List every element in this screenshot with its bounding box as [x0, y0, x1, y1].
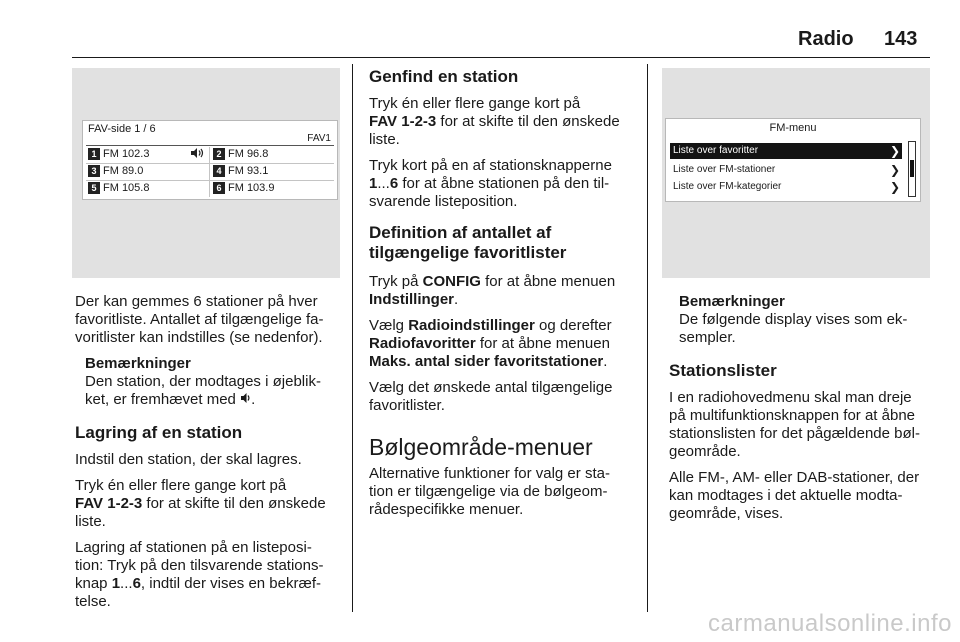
- body-text: for at åbne menuen: [480, 273, 616, 290]
- note-line: De følgende display vises som ek-: [679, 311, 908, 328]
- fav-header-rule: [86, 145, 334, 146]
- column-2-text: [369, 67, 635, 519]
- note-block: [669, 293, 935, 347]
- body-text: .: [454, 291, 459, 308]
- body-line: telse.: [75, 593, 111, 610]
- key-label: 6: [389, 175, 399, 192]
- section-heading: Definition af antallet af: [369, 223, 552, 242]
- body-line: [369, 273, 635, 291]
- chapter-title: Radio: [798, 28, 854, 50]
- note-text: ket, er fremhævet med: [85, 391, 236, 408]
- fm-menu-title: FM-menu: [769, 122, 817, 134]
- fav-column-separator: [209, 147, 210, 197]
- section-heading: Genfind en station: [369, 67, 519, 86]
- body-text: Vælg: [369, 317, 409, 334]
- body-line: Lagring af stationen på en listeposi-: [75, 539, 312, 556]
- page-number: 143: [884, 28, 918, 50]
- key-label: CONFIG: [422, 273, 481, 290]
- body-line: rådespecifikke menuer.: [369, 501, 524, 518]
- body-line: Tryk kort på en af stationsknapperne: [369, 157, 612, 174]
- key-label: FAV 1-2-3: [369, 113, 437, 130]
- scrollbar-thumb: [910, 160, 914, 177]
- fav-station-3: [88, 164, 143, 179]
- fav-station-5: [88, 181, 149, 196]
- note-title: Bemærkninger: [679, 293, 785, 310]
- chevron-right-icon: ❯: [889, 163, 900, 177]
- body-line: kan modtages i det aktuelle modta-: [669, 487, 903, 504]
- body-text: for at skifte til den ønskede: [436, 113, 620, 130]
- key-label: 1: [369, 175, 378, 192]
- body-line: liste.: [75, 513, 106, 530]
- watermark: carmanualsonline.info: [708, 610, 952, 637]
- body-line: på multifunktionsknappen for at åbne: [669, 407, 915, 424]
- body-text: Tryk på: [369, 273, 423, 290]
- column-divider-1: [352, 64, 353, 612]
- fm-menu-item-label: Liste over favoritter: [673, 145, 759, 156]
- section-heading: tilgængelige favoritlister: [369, 243, 567, 262]
- fav-station-2: [213, 147, 268, 162]
- body-line: [369, 175, 635, 193]
- body-line: svarende listeposition.: [369, 193, 518, 210]
- body-line: Vælg det ønskede antal tilgængelige: [369, 379, 613, 396]
- note-line: ket, er fremhævet med .: [85, 391, 256, 408]
- body-text: ...: [120, 575, 133, 592]
- station-number: 3: [88, 165, 100, 177]
- body-text: knap: [75, 575, 112, 592]
- fm-menu-scrollbar: [908, 141, 916, 197]
- fm-menu-item-label: Liste over FM-stationer: [673, 164, 776, 175]
- body-line: Indstil den station, der skal lagres.: [75, 451, 302, 468]
- fm-menu-item-favourites: [670, 143, 902, 159]
- body-line: geområde, vises.: [669, 505, 784, 522]
- column-divider-2: [647, 64, 648, 612]
- fav-page-title: FAV-side 1 / 6: [88, 123, 156, 135]
- station-number: 5: [88, 182, 100, 194]
- menu-label: Indstillinger: [369, 291, 455, 308]
- speaker-icon: [240, 391, 251, 408]
- fm-menu-item-stations: [670, 162, 902, 178]
- key-label: 1: [111, 575, 121, 592]
- header-rule: [72, 57, 930, 58]
- body-line: [369, 113, 635, 131]
- station-number: 4: [213, 165, 225, 177]
- body-line: stationslisten for det pågældende bøl-: [669, 425, 920, 442]
- body-text: for at åbne menuen: [475, 335, 610, 352]
- section-heading: Stationslister: [669, 361, 777, 380]
- body-line: [369, 353, 635, 371]
- fav-station-6: [213, 181, 274, 196]
- body-line: tion er tilgængelige via de bølgeom-: [369, 483, 608, 500]
- body-line: [369, 291, 635, 309]
- chevron-right-icon: ❯: [889, 144, 900, 158]
- fav-station-4: [213, 164, 268, 179]
- station-label: FM 105.8: [103, 182, 150, 194]
- intro-line: Der kan gemmes 6 stationer på hver: [75, 293, 318, 310]
- station-number: 1: [88, 148, 100, 160]
- body-line: Tryk én eller flere gange kort på: [369, 95, 581, 112]
- station-label: FM 102.3: [103, 148, 150, 160]
- note-line: sempler.: [679, 329, 736, 346]
- intro-line: voritlister kan indstilles (se nedenfor).: [75, 329, 323, 346]
- chevron-right-icon: ❯: [889, 180, 900, 194]
- body-text: og derefter: [534, 317, 612, 334]
- body-line: [369, 317, 635, 335]
- speaker-icon: [190, 147, 204, 164]
- menu-label: Maks. antal sider favoritstationer: [369, 353, 604, 370]
- note-line: Den station, der modtages i øjeblik-: [85, 373, 321, 390]
- body-line: Alle FM-, AM- eller DAB-stationer, der: [669, 469, 920, 486]
- fm-menu-item-label: Liste over FM-kategorier: [673, 181, 782, 192]
- body-line: favoritlister.: [369, 397, 445, 414]
- body-line: [75, 495, 341, 513]
- station-label: FM 96.8: [228, 148, 269, 160]
- station-number: 2: [213, 148, 225, 160]
- body-line: liste.: [369, 131, 400, 148]
- body-line: I en radiohovedmenu skal man dreje: [669, 389, 912, 406]
- section-heading: Lagring af en station: [75, 423, 243, 442]
- column-1-text: [75, 293, 341, 611]
- intro-line: favoritliste. Antallet af tilgængelige fa-: [75, 311, 324, 328]
- body-line: [369, 335, 635, 353]
- column-3-text: [669, 293, 935, 523]
- fm-menu-item-categories: [670, 179, 902, 195]
- body-line: Tryk én eller flere gange kort på: [75, 477, 287, 494]
- key-label: FAV 1-2-3: [75, 495, 143, 512]
- body-text: .: [603, 353, 608, 370]
- station-label: FM 89.0: [103, 165, 144, 177]
- fm-menu-screen: [665, 118, 921, 202]
- section-heading-large: Bølgeområde-menuer: [369, 434, 593, 460]
- body-line: tion: Tryk på den tilsvarende stations-: [75, 557, 324, 574]
- body-text: for at skifte til den ønskede: [142, 495, 326, 512]
- menu-label: Radioindstillinger: [408, 317, 535, 334]
- note-block: [75, 355, 341, 409]
- body-text: , indtil der vises en bekræf-: [140, 575, 321, 592]
- favourites-screen: [82, 120, 338, 200]
- note-title: Bemærkninger: [85, 355, 191, 372]
- station-label: FM 103.9: [228, 182, 275, 194]
- fav-station-1: [88, 147, 208, 162]
- station-number: 6: [213, 182, 225, 194]
- body-text: ...: [377, 175, 390, 192]
- fav-tab-label: FAV1: [307, 133, 331, 144]
- body-text: for at åbne stationen på den til-: [398, 175, 610, 192]
- body-line: Alternative funktioner for valg er sta-: [369, 465, 610, 482]
- menu-label: Radiofavoritter: [369, 335, 476, 352]
- body-line: geområde.: [669, 443, 741, 460]
- body-line: [75, 575, 341, 593]
- station-label: FM 93.1: [228, 165, 269, 177]
- key-label: 6: [132, 575, 141, 592]
